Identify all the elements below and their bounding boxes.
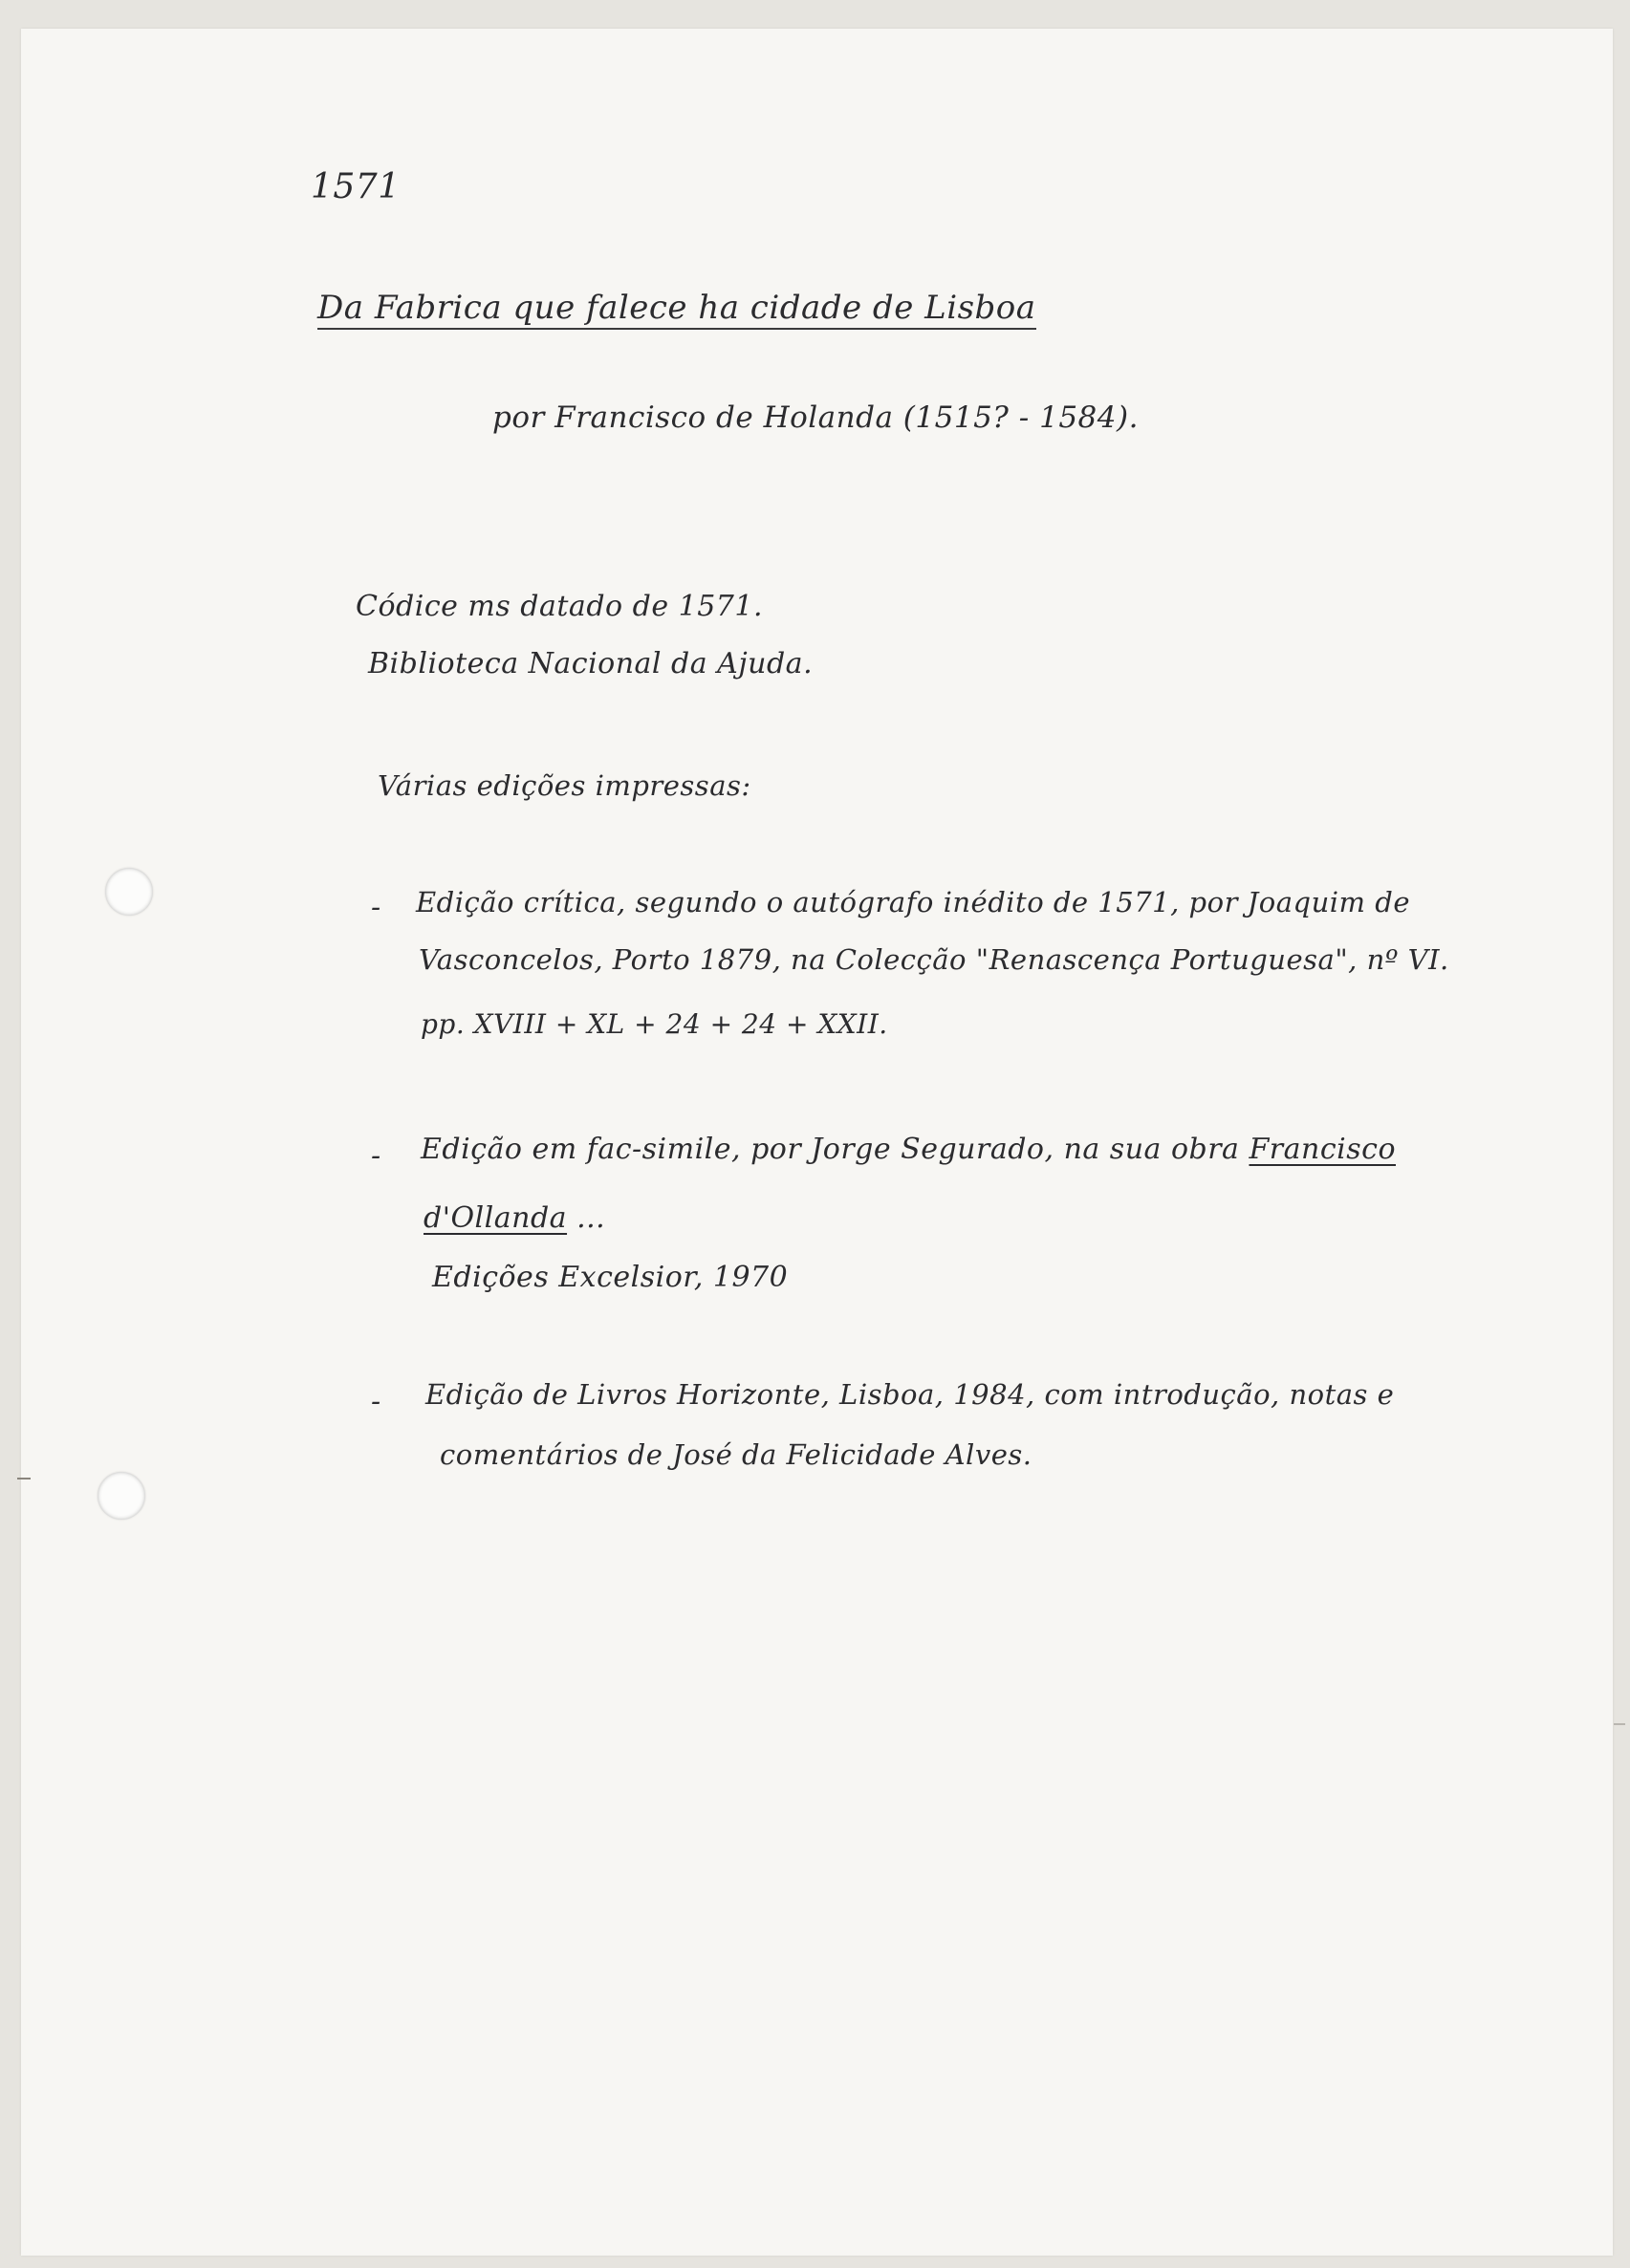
codex-line: Códice ms datado de 1571. bbox=[356, 590, 763, 623]
edge-mark-right bbox=[1614, 1723, 1625, 1725]
editions-heading: Várias edições impressas: bbox=[378, 769, 751, 802]
ellipsis: ... bbox=[576, 1201, 606, 1235]
edition-critical-line-1: Edição crítica, segundo o autógrafo inédito de 1571, por Joaquim de bbox=[416, 886, 1410, 918]
edition-facsimile-line-1 bbox=[421, 1135, 1396, 1164]
author-line: por Francisco de Holanda (1515? - 1584). bbox=[492, 400, 1139, 435]
year-heading: 1571 bbox=[311, 167, 401, 206]
work-title-underlined-cont: d'Ollanda bbox=[424, 1201, 568, 1235]
edition-facsimile-line-2 bbox=[424, 1201, 606, 1235]
edition-facsimile-publisher: Edições Excelsior, 1970 bbox=[432, 1261, 789, 1294]
work-title-underlined: Francisco bbox=[1249, 1133, 1397, 1166]
list-bullet-dash: - bbox=[371, 1139, 381, 1173]
edge-mark-left bbox=[17, 1478, 31, 1480]
edition-facsimile-text: Edição em fac-simile, por Jorge Segurado, na sua obra bbox=[421, 1133, 1250, 1166]
punch-hole-bottom bbox=[98, 1472, 145, 1520]
library-line: Biblioteca Nacional da Ajuda. bbox=[368, 647, 814, 680]
edition-horizonte-line-2: comentários de José da Felicidade Alves. bbox=[440, 1438, 1032, 1471]
punch-hole-top bbox=[105, 868, 153, 916]
document-title: Da Fabrica que falece ha cidade de Lisboa bbox=[317, 292, 1036, 330]
edition-critical-pages: pp. XVIII + XL + 24 + 24 + XXII. bbox=[421, 1008, 888, 1040]
list-bullet-dash: - bbox=[371, 1385, 381, 1418]
edition-critical-line-2: Vasconcelos, Porto 1879, na Colecção "Renascença Portuguesa", nº VI. bbox=[419, 943, 1449, 976]
edition-horizonte-line-1: Edição de Livros Horizonte, Lisboa, 1984, com introdução, notas e bbox=[425, 1378, 1395, 1411]
list-bullet-dash: - bbox=[371, 891, 381, 924]
